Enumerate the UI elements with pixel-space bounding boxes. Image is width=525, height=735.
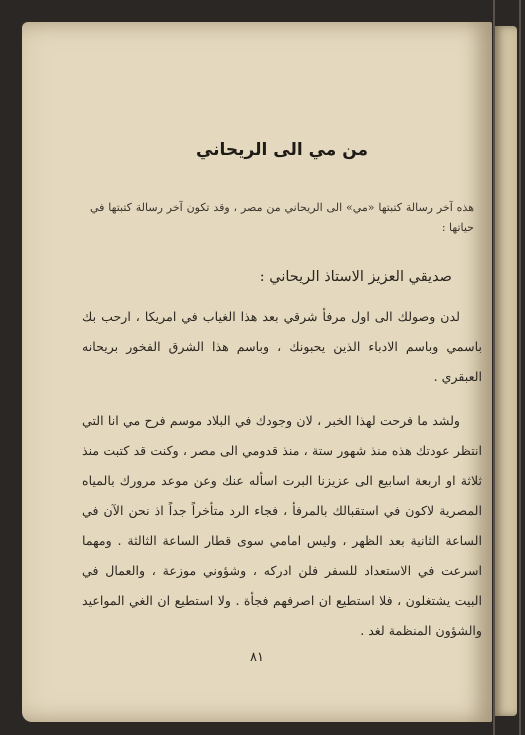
letter-paragraph: ولشد ما فرحت لهذا الخبر ، لان وجودك في البلاد موسم فرح مي انا التي انتظر عودتك هذه منذ شهور ستة ، منذ قدومي الى مصر ، وكنت قد كتبت منذ ثلاثة او اربعة اسابيع الى عزيزنا البرت اسأله عنك وعن موعد مرورك بالمياه المصرية لاكون في استقبالك بالمرفأ ، فجاء الرد متأخراً جداً اذ نحن الآن في الساعة الثانية بعد الظهر ، وليس امامي سوى قطار الساعة الثالثة . ومهما اسرعت في الاستعداد للسفر فلن ادركه ، وشؤوني موزعة ، والعمال في البيت يشتغلون ، فلا استطيع ان اصرفهم فجأة . ولا استطيع ان الغي المواعيد والشؤون المنظمة لغد . bbox=[82, 413, 482, 638]
salutation: صديقي العزيز الاستاذ الريحاني : bbox=[259, 269, 452, 285]
book-page bbox=[22, 22, 492, 722]
adjacent-page-edge bbox=[495, 26, 517, 716]
page-number: ٨١ bbox=[250, 650, 264, 665]
page-content bbox=[82, 140, 482, 660]
letter-title: من مي الى الريحاني bbox=[195, 140, 369, 160]
binding-edge-right bbox=[519, 0, 521, 735]
letter-paragraph: لدن وصولك الى اول مرفأ شرقي بعد هذا الغياب في امريكا ، ارحب بك باسمي وباسم الادباء الذين يحبونك ، وباسم هذا الشرق الفخور بريحانه العبقري . bbox=[82, 309, 482, 384]
intro-note: هذه آخر رسالة كتبتها «مي» الى الريحاني من مصر ، وقد تكون آخر رسالة كتبتها في حياتها : bbox=[90, 201, 474, 234]
